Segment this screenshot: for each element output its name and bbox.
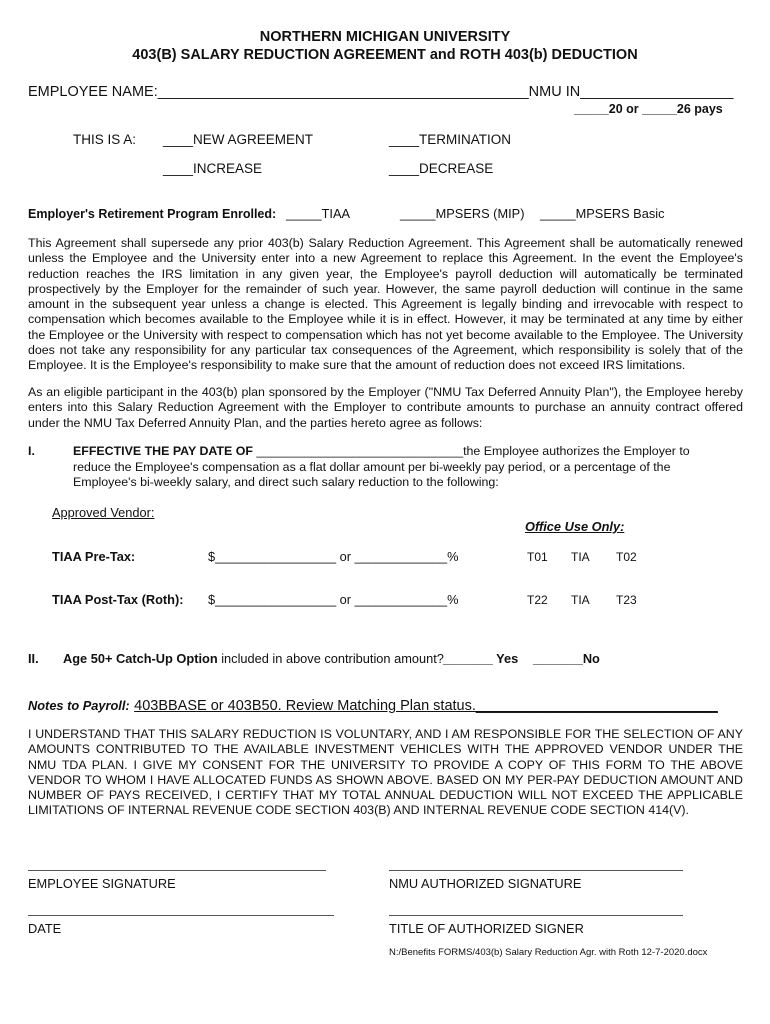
tiaa-posttax-label: TIAA Post-Tax (Roth):: [52, 592, 184, 607]
catch-up-question: [63, 651, 444, 666]
agreement-type-label: THIS IS A:: [73, 132, 137, 147]
catch-up-no[interactable]: _______No: [533, 651, 600, 666]
section-one-numeral: I.: [28, 444, 35, 458]
office-code-t23: T23: [616, 593, 637, 607]
employee-name-line[interactable]: EMPLOYEE NAME:______________________________________________NMU IN___________________: [28, 84, 734, 100]
mpsers-mip-option[interactable]: _____MPSERS (MIP): [400, 206, 525, 221]
office-code-t01: T01: [527, 550, 548, 564]
file-path-footer: N:/Benefits FORMS/403(b) Salary Reduction Agr. with Roth 12-7-2020.docx: [389, 947, 708, 958]
pays-selector[interactable]: _____20 or _____26 pays: [574, 102, 723, 116]
office-code-t22: T22: [527, 593, 548, 607]
employee-signature-label: EMPLOYEE SIGNATURE: [28, 876, 176, 891]
date-line[interactable]: [28, 915, 334, 916]
title-signer-label: TITLE OF AUTHORIZED SIGNER: [389, 921, 584, 936]
effective-pay-date-field[interactable]: ______________________________the Employee authorizes the Employer to: [252, 444, 690, 458]
tiaa-posttax-fields[interactable]: $_________________ or _____________%: [208, 592, 459, 607]
catch-up-question-text: included in above contribution amount?: [217, 651, 444, 666]
tiaa-option[interactable]: _____TIAA: [286, 206, 351, 221]
section-one-line1[interactable]: [73, 444, 690, 458]
employee-signature-line[interactable]: [28, 870, 326, 871]
office-code-t02: T02: [616, 550, 637, 564]
termination-option[interactable]: ____TERMINATION: [389, 132, 512, 147]
catch-up-label: Age 50+ Catch-Up Option: [63, 651, 218, 666]
nmu-signature-line[interactable]: [389, 870, 683, 871]
participant-paragraph: As an eligible participant in the 403(b) plan sponsored by the Employer ("NMU Tax Deferred Annuity Plan"), the Employee hereby enters into this Salary Reduction Agreement with the Employer to contribute amounts to purchase an annuity contract offered under the NMU Tax Deferred Annuity Plan, and the parties hereto agree as follows:: [28, 385, 743, 430]
voluntary-certification-paragraph: I UNDERSTAND THAT THIS SALARY REDUCTION IS VOLUNTARY, AND I AM RESPONSIBLE FOR THE SELECTION OF ANY AMOUNTS CONTRIBUTED TO THE AVAILABLE INVESTMENT VEHICLES WITH THE APPROVED VENDOR UNDER THE NMU TDA PLAN. I GIVE MY CONSENT FOR THE UNIVERSITY TO PROVIDE A COPY OF THIS FORM TO THE ABOVE VENDOR TO WHOM I HAVE ALLOCATED FUNDS AS SHOWN ABOVE. BASED ON MY PER-PAY DEDUCTION AMOUNT AND NUMBER OF PAYS RECEIVED, I CERTIFY THAT MY TOTAL ANNUAL DEDUCTION WILL NOT EXCEED THE APPLICABLE LIMITATIONS OF INTERNAL REVENUE CODE SECTION 403(B) AND INTERNAL REVENUE CODE SECTION 414(V).: [28, 727, 743, 818]
tiaa-pretax-label: TIAA Pre-Tax:: [52, 549, 136, 564]
notes-to-payroll: [28, 697, 718, 715]
notes-label: Notes to Payroll:: [28, 698, 130, 713]
mpsers-basic-option[interactable]: _____MPSERS Basic: [540, 206, 665, 221]
office-code-tia-roth: TIA: [571, 593, 590, 607]
form-title-university: NORTHERN MICHIGAN UNIVERSITY: [259, 29, 511, 45]
catch-up-yes[interactable]: _______ Yes: [443, 651, 519, 666]
section-two-numeral: II.: [28, 651, 39, 666]
supersede-paragraph: This Agreement shall supersede any prior 403(b) Salary Reduction Agreement. This Agreement shall be automatically renewed unless the Employee and the University enter into a new Agreement to replace this Agreement. In the event the Employee's reduction reaches the IRS limitation in any given year, the Employee's payroll deduction will automatically be terminated prospectively by the Employer for the remainder of such year. However, the same payroll deduction will continue in the same amount in the subsequent year unless a change is elected. This Agreement is legally binding and irrevocable with respect to compensation which becomes available to the Employee while it is in effect. However, it may be terminated at any time by either the Employee or the University with respect to compensation which has not yet become available to the Employee. The University does not take any responsibility for any particular tax consequences of the Agreement, which responsibility is solely that of the Employee. It is the Employee's responsibility to make sure that the amount of reduction does not exceed IRS limitations.: [28, 236, 743, 373]
effective-pay-date-label: EFFECTIVE THE PAY DATE OF: [73, 444, 253, 458]
nmu-signature-label: NMU AUTHORIZED SIGNATURE: [389, 876, 582, 891]
tiaa-pretax-fields[interactable]: $_________________ or _____________%: [208, 549, 459, 564]
office-code-tia: TIA: [571, 550, 590, 564]
title-signer-line[interactable]: [389, 915, 683, 916]
retirement-program-label: Employer's Retirement Program Enrolled:: [28, 207, 277, 221]
approved-vendor-label: Approved Vendor:: [52, 505, 155, 520]
date-label: DATE: [28, 921, 62, 936]
section-one-line3: Employee's bi-weekly salary, and direct such salary reduction to the following:: [73, 475, 499, 489]
increase-option[interactable]: ____INCREASE: [163, 161, 263, 176]
decrease-option[interactable]: ____DECREASE: [389, 161, 494, 176]
new-agreement-option[interactable]: ____NEW AGREEMENT: [163, 132, 314, 147]
notes-text: 403BBASE or 403B50. Review Matching Plan status.______________________________: [134, 698, 718, 714]
office-use-label: Office Use Only:: [525, 519, 625, 534]
form-title-agreement: 403(B) SALARY REDUCTION AGREEMENT and ROTH 403(b) DEDUCTION: [132, 47, 638, 63]
section-one-line2: reduce the Employee's compensation as a flat dollar amount per bi-weekly pay period, or a percentage of the: [73, 460, 671, 474]
